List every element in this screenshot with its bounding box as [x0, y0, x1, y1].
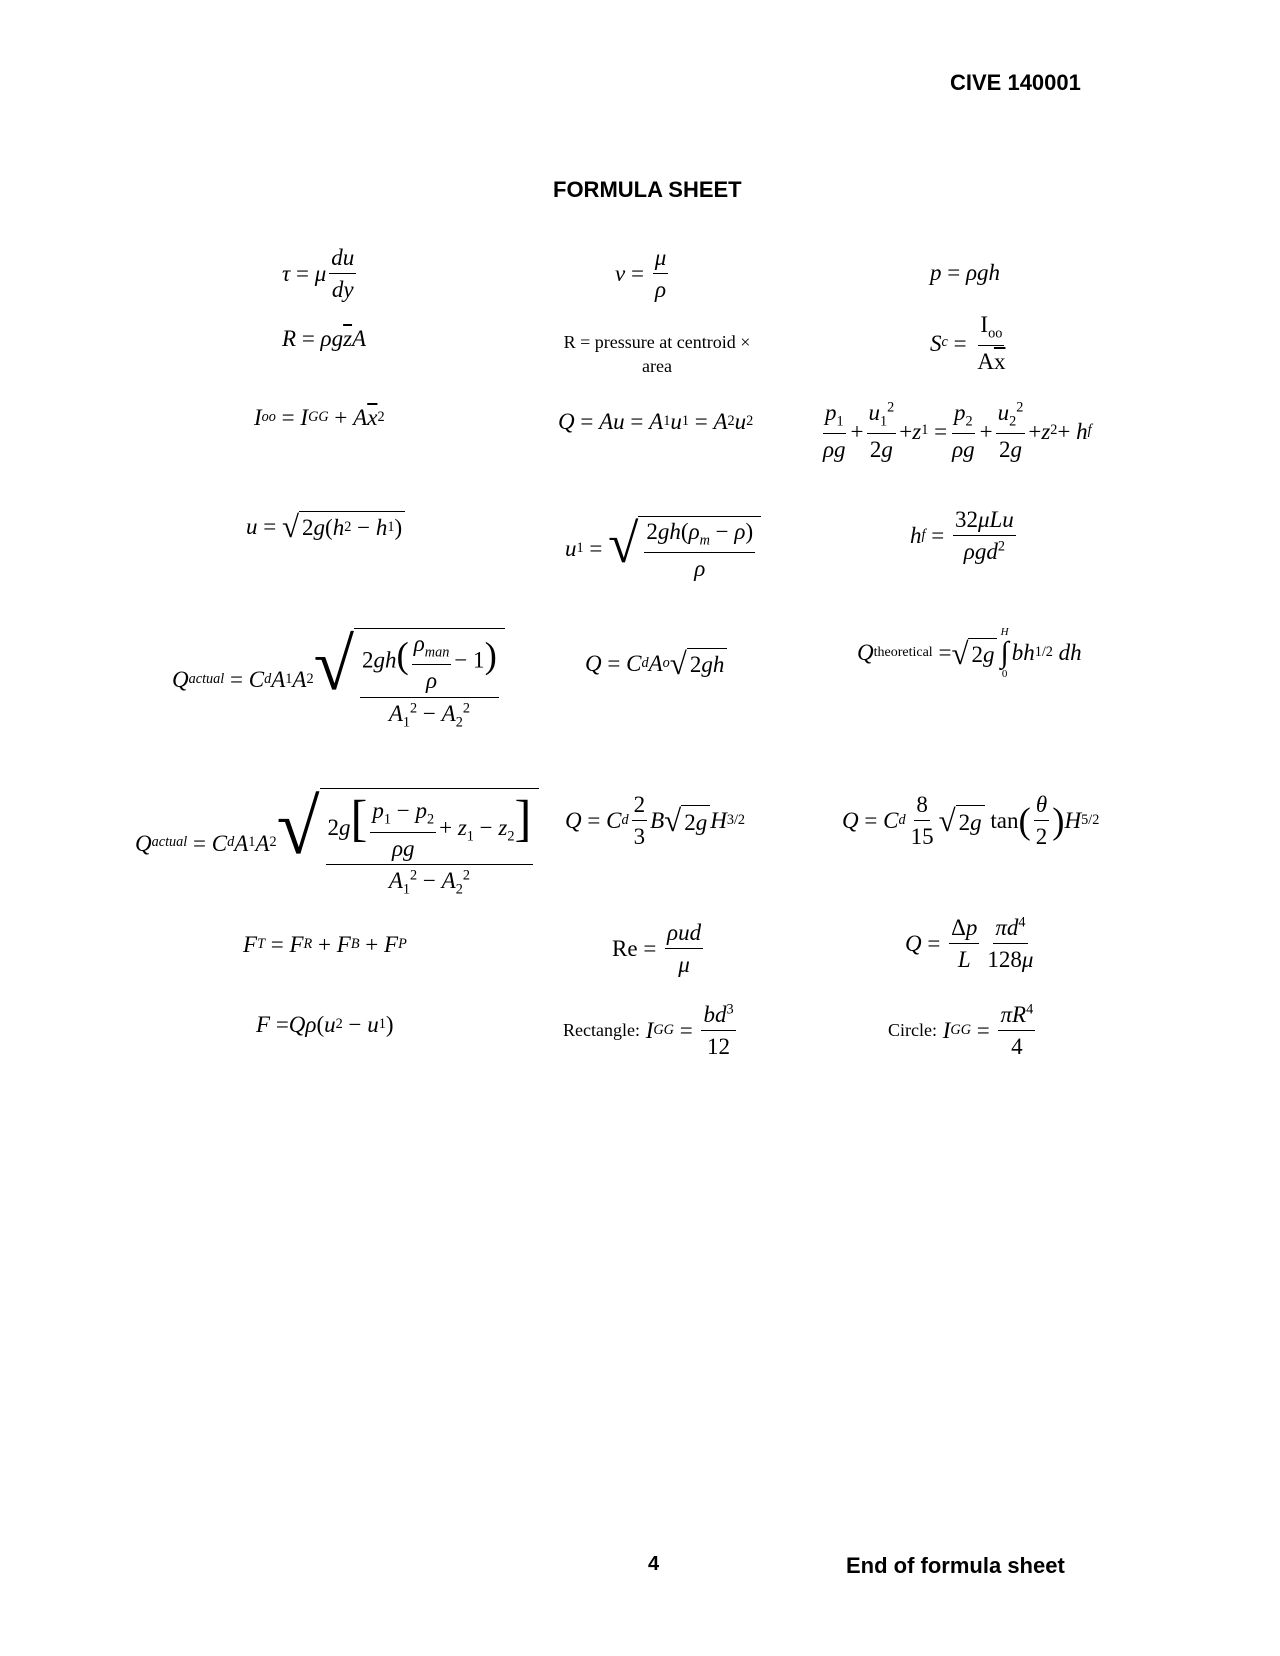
momentum-force-formula: F = Qρ ( u 2 − u 1 ): [256, 1012, 394, 1037]
centre-of-pressure-formula: S c = $\frac{I_{oo}}{A\overline{x}}$: [930, 312, 1006, 375]
head-loss-formula: h f = $\frac{\text{32μLu}}{\rho gd^2}$: [910, 507, 1014, 565]
course-code: CIVE 140001: [950, 70, 1081, 95]
theoretical-discharge-formula: Q theoretical = √ 2 g H ∫ 0 bh 1/2 dh: [857, 626, 1082, 681]
hydrostatic-pressure-formula: p = ρgh: [930, 260, 1001, 285]
bernoulli-formula: $\frac{p_1}{\rho g}$ + $\frac{u_1^2}{2g}$ + z 1 = $\frac{p_2}{\rho g}$ + $\frac{u_2^2}{2g}$ + z 2 + h f: [823, 399, 1092, 463]
v-notch-weir-formula: Q = C d $\frac{8}{15}$ √ 2 g tan ( $\frac{\theta}{2}$ ) H 5/2: [842, 792, 1100, 850]
reynolds-number-formula: Re = $\frac{\text{ρud}}{\mu}$: [612, 920, 702, 978]
kinematic-viscosity-formula: ν = $\frac{\mu}{\rho}$: [615, 245, 667, 303]
orifice-flow-formula: Q = C d A o √ 2 gh: [585, 648, 727, 679]
pressure-force-caption: R = pressure at centroid × area: [563, 332, 751, 377]
sheet-title: FORMULA SHEET: [553, 177, 742, 202]
rectangle-inertia-formula: Rectangle: I GG = $\frac{bd^3}{12}$: [563, 1001, 734, 1060]
venturi-manometer-formula: Q actual = C d A 1 A 2 √ 2gh( $\frac{\rho_{man}}{\rho}$ − 1) $A_1^2 - A_2^2$: [172, 628, 505, 731]
continuity-formula: Q = Au = A 1 u 1 = A 2 u 2: [558, 409, 754, 434]
end-of-sheet-note: End of formula sheet: [846, 1553, 1065, 1578]
torricelli-formula: u = √ 2 g ( h 2 − h 1 ): [246, 511, 405, 542]
rectangular-weir-formula: Q = C d $\frac{2}{3}$ B √ 2 g H 3/2: [565, 792, 746, 850]
resultant-force-formula: R = ρg $\overline{z}$ A: [282, 326, 367, 351]
venturi-pressure-formula: Q actual = C d A 1 A 2 √ 2g[ $\frac{p_1 - p_2}{\rho g}$ + $z_1 - z_2$] $A_1^2 - A_2^2$: [135, 788, 539, 898]
circle-inertia-formula: Circle: I GG = $\frac{\pi R^4}{4}$: [888, 1001, 1034, 1060]
momentum-forces-formula: F T = F R + F B + F P: [243, 932, 407, 957]
parallel-axis-formula: I oo = I GG + A $\overline{x}$ 2: [254, 405, 385, 430]
pitot-manometer-formula: u 1 = √ $\frac{2gh(\rho_m - \rho)}{\rho}$: [565, 516, 761, 582]
page-number: 4: [648, 1553, 660, 1575]
hagen-poiseuille-formula: Q = $\frac{\Delta p}{L}$ $\frac{\pi d^4}{128\mu}$: [905, 914, 1034, 973]
shear-stress-formula: τ = μ $\frac{du}{dy}$: [282, 245, 355, 303]
